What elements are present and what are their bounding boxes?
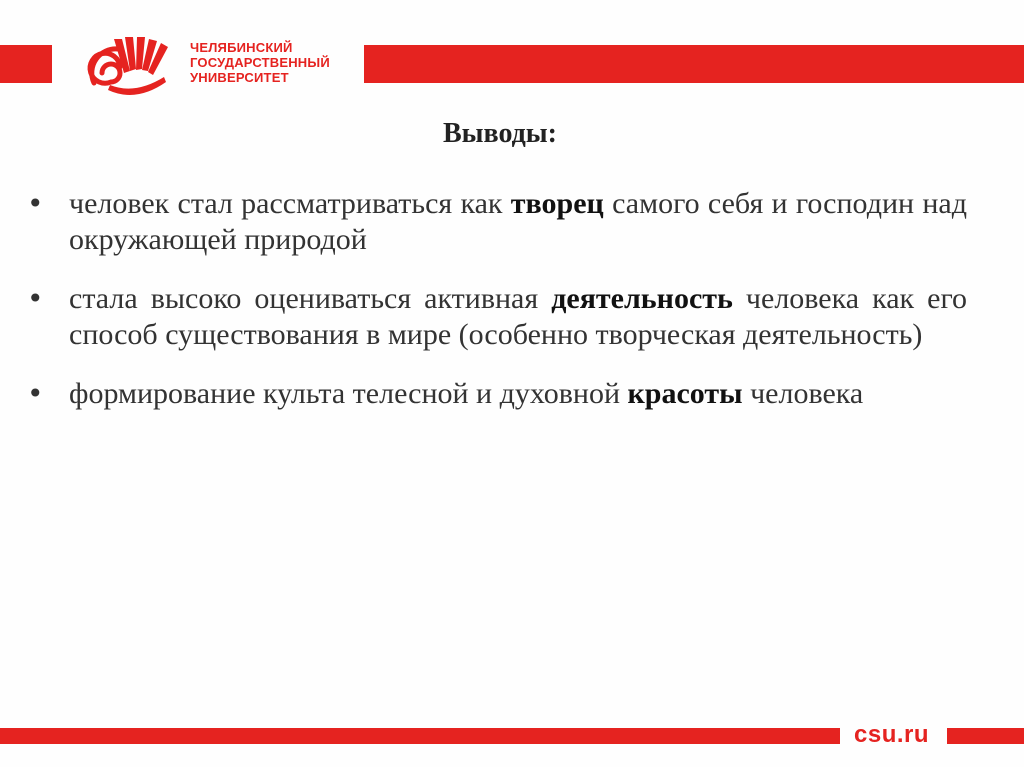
list-item: [27, 376, 967, 412]
slide-title: Выводы:: [442, 118, 557, 149]
bullet-icon: •: [27, 187, 44, 220]
bullet-icon: •: [27, 377, 44, 410]
bold-term: деятельность: [551, 282, 733, 315]
header-bar-left: [0, 45, 52, 83]
university-name: [190, 40, 330, 85]
bullet-icon: •: [27, 282, 44, 315]
bullet-text: стала высоко оцениваться активная деятельность человека как его способ существования в мире (особенно творческая деятельность): [69, 282, 967, 351]
logo-line: УНИВЕРСИТЕТ: [190, 70, 289, 85]
bullet-text: человек стал рассматриваться как творец самого себя и господин над окружающей природой: [69, 187, 967, 256]
bold-term: красоты: [627, 377, 743, 410]
list-item: [27, 186, 967, 258]
bullet-text: формирование культа телесной и духовной красоты человека: [69, 377, 864, 410]
list-item: [27, 281, 967, 353]
header-bar-right: [364, 45, 1024, 83]
university-logo-icon: [80, 33, 180, 99]
conclusions-list: [27, 186, 967, 435]
bold-term: творец: [510, 187, 604, 220]
logo-line: ГОСУДАРСТВЕННЫЙ: [190, 55, 330, 70]
site-link[interactable]: csu.ru: [854, 721, 930, 748]
footer-bar-left: [0, 728, 840, 744]
footer-bar-right: [947, 728, 1024, 744]
logo-line: ЧЕЛЯБИНСКИЙ: [190, 40, 293, 55]
